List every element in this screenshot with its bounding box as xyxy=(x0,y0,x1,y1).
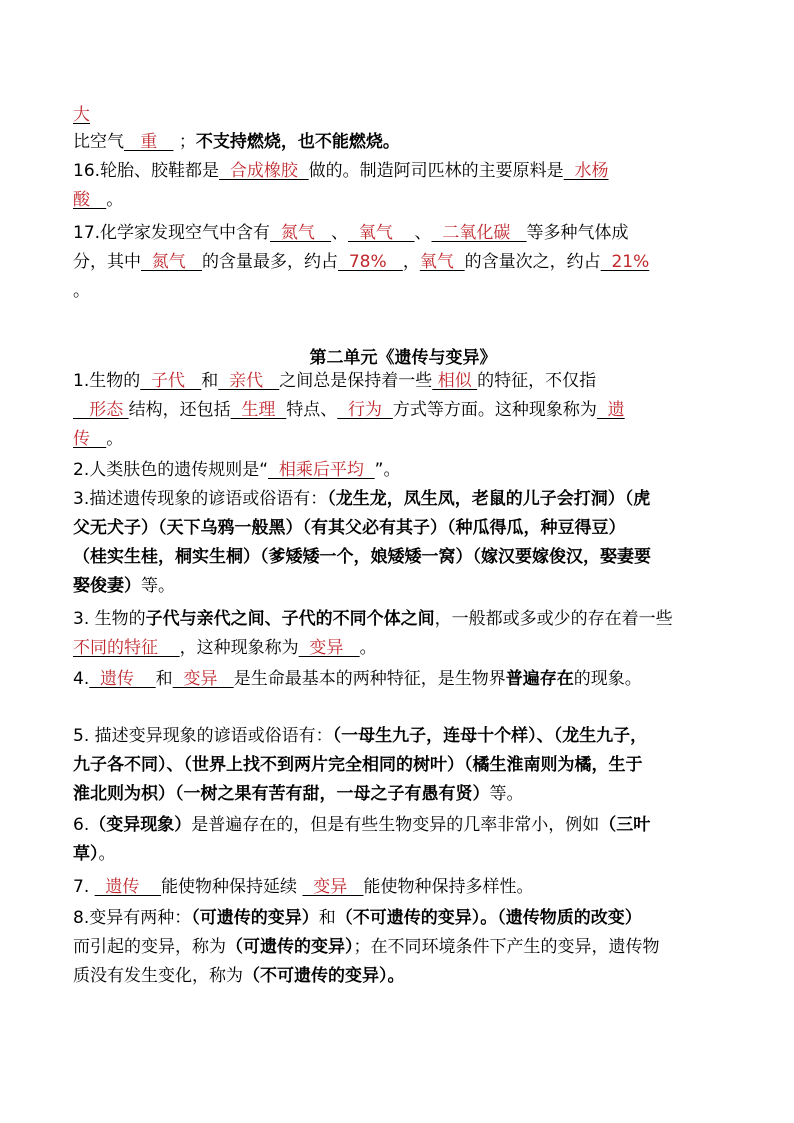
text-segment: 8.变异有两种： xyxy=(73,908,192,928)
text-segment: ”。 xyxy=(374,460,401,480)
answer-blank: 合成橡胶 xyxy=(219,161,309,181)
text-segment: 分，其中 xyxy=(73,252,141,272)
text-segment: ， xyxy=(402,252,420,272)
text-segment: 和 xyxy=(155,669,173,689)
text-segment: ，这种现象称为 xyxy=(179,638,299,658)
text-segment: 3.描述遗传现象的谚语或俗语有： xyxy=(73,489,328,509)
text-segment: 等多种气体成 xyxy=(526,223,629,243)
text-segment: 。 xyxy=(359,638,377,658)
bold-text: 不支持燃烧，也不能燃烧。 xyxy=(195,132,400,152)
text-segment: 3. 生物的 xyxy=(73,609,146,629)
text-line xyxy=(73,397,625,423)
text-segment: 。 xyxy=(98,844,116,864)
text-segment: 等。 xyxy=(141,576,175,596)
text-line xyxy=(73,129,400,155)
text-segment: 方式等方面。这种现象称为 xyxy=(392,400,597,420)
text-segment: ； xyxy=(173,132,196,152)
answer-blank: 变异 xyxy=(172,669,234,689)
answer-blank: 相乘后平均 xyxy=(268,460,375,480)
text-line xyxy=(73,841,116,867)
bold-text: 娶俊妻） xyxy=(73,576,141,596)
text-segment: 等。 xyxy=(489,784,524,804)
text-segment: 4. xyxy=(73,669,90,689)
text-segment: 17.化学家发现空气中含有 xyxy=(73,223,271,243)
text-segment: 能使物种保持延续 xyxy=(161,877,303,897)
text-segment: 5. 描述变异现象的谚语或俗语有： xyxy=(73,726,333,746)
text-line xyxy=(73,187,123,213)
text-line xyxy=(73,752,643,778)
answer-blank: 相似 xyxy=(432,371,478,391)
text-segment: ；在不同环境条件下产生的变异，遗传物 xyxy=(353,937,660,957)
text-line xyxy=(73,635,377,661)
answer-blank: 遗 xyxy=(596,400,625,420)
bold-text: 父无犬子）（天下乌鸦一般黑）（有其父必有其子）（种瓜得瓜，种豆得豆） xyxy=(73,518,626,538)
text-line xyxy=(73,278,90,304)
bold-text: （不可遗传的变异）。（遗传物质的改变） xyxy=(335,908,642,928)
answer-blank: 氮气 xyxy=(141,252,203,272)
text-line xyxy=(73,486,650,512)
bold-text: 普遍存在 xyxy=(505,669,574,689)
text-segment: 的含量次之，约占 xyxy=(464,252,601,272)
bold-text: 九子各不同）、（世界上找不到两片完全相同的树叶）（橘生淮南则为橘，生于 xyxy=(73,755,643,775)
text-line xyxy=(73,606,673,632)
bold-text: （可遗传的变异） xyxy=(191,908,319,928)
answer-blank: 氧气 xyxy=(348,223,415,243)
text-segment: 、 xyxy=(414,223,432,243)
text-segment: 、 xyxy=(331,223,349,243)
text-line xyxy=(73,963,405,989)
bold-text: 子代与亲代之间、子代的不同个体之间 xyxy=(145,609,435,629)
answer-blank: 78% xyxy=(338,252,403,272)
answer-blank: 遗传 xyxy=(94,877,162,897)
text-segment: 结构，还包括 xyxy=(128,400,231,420)
answer-blank: 重 xyxy=(124,132,174,152)
answer-blank: 大 xyxy=(73,105,90,125)
bold-text: （桂实生桂，桐实生桐）（爹矮矮一个，娘矮矮一窝）（嫁汉要嫁俊汉，娶妻要 xyxy=(73,547,651,567)
text-segment: 和 xyxy=(318,908,336,928)
text-line xyxy=(73,812,650,838)
answer-blank: 21% xyxy=(600,252,650,272)
answer-blank: 行为 xyxy=(337,400,393,420)
text-segment: ，一般都或多或少的存在着一些 xyxy=(434,609,673,629)
answer-blank: 不同的特征 xyxy=(73,638,180,658)
text-segment: 比空气 xyxy=(73,132,124,152)
answer-blank: 传 xyxy=(73,429,107,449)
text-segment: 。 xyxy=(106,190,124,210)
text-line xyxy=(73,426,123,452)
answer-blank: 遗传 xyxy=(89,669,156,689)
text-segment: 7. xyxy=(73,877,95,897)
text-line xyxy=(73,905,642,931)
answer-blank: 子代 xyxy=(140,371,202,391)
text-segment: 能使物种保持多样性。 xyxy=(363,877,534,897)
text-segment: 。 xyxy=(73,281,90,301)
bold-text: 草） xyxy=(73,844,99,864)
text-segment: 特点、 xyxy=(286,400,338,420)
bold-text: （龙生龙，凤生凤，老鼠的儿子会打洞）（虎 xyxy=(327,489,651,509)
text-line xyxy=(73,249,649,275)
bold-text: （三叶 xyxy=(599,815,651,835)
answer-blank: 变异 xyxy=(298,638,360,658)
bold-text: （不可遗传的变异）。 xyxy=(243,966,405,986)
text-segment: 质没有发生变化，称为 xyxy=(73,966,243,986)
text-segment: 2.人类肤色的遗传规则是“ xyxy=(73,460,269,480)
answer-blank: 水杨 xyxy=(563,161,609,181)
text-segment: 和 xyxy=(201,371,219,391)
text-line xyxy=(73,934,660,960)
text-line xyxy=(73,781,524,807)
text-segment: 的含量最多，约占 xyxy=(202,252,339,272)
answer-blank: 亲代 xyxy=(218,371,280,391)
text-line xyxy=(73,544,651,570)
text-line xyxy=(73,723,647,749)
answer-blank: 酸 xyxy=(73,190,107,210)
text-line xyxy=(73,220,629,246)
text-segment: 是生命最基本的两种特征，是生物界 xyxy=(233,669,506,689)
text-segment: 的特征，不仅指 xyxy=(477,371,597,391)
bold-text: 淮北则为枳）（一树之果有苦有甜，一母之子有愚有贤） xyxy=(73,784,490,804)
text-segment: 的现象。 xyxy=(573,669,642,689)
text-line xyxy=(73,666,642,692)
text-segment: 6. xyxy=(73,815,90,835)
bold-text: （可遗传的变异） xyxy=(226,937,354,957)
text-segment: 做的。制造阿司匹林的主要原料是 xyxy=(308,161,564,181)
text-segment: 16.轮胎、胶鞋都是 xyxy=(73,161,220,181)
answer-blank: 变异 xyxy=(302,877,364,897)
text-segment: 而引起的变异，称为 xyxy=(73,937,226,957)
bold-text: （变异现象） xyxy=(89,815,192,835)
text-line xyxy=(73,457,400,483)
text-line xyxy=(73,874,534,900)
text-line xyxy=(73,573,175,599)
text-line xyxy=(73,368,596,394)
answer-blank: 二氧化碳 xyxy=(431,223,527,243)
answer-blank: 氧气 xyxy=(419,252,465,272)
text-line xyxy=(73,158,608,184)
text-line xyxy=(73,102,90,128)
text-segment: 之间总是保持着一些 xyxy=(279,371,433,391)
answer-blank: 氮气 xyxy=(270,223,332,243)
text-segment: 1.生物的 xyxy=(73,371,141,391)
text-line xyxy=(73,515,626,541)
answer-blank: 形态 xyxy=(73,400,129,420)
text-segment: 是普遍存在的，但是有些生物变异的几率非常小，例如 xyxy=(191,815,600,835)
bold-text: （一母生九子，连母十个样）、（龙生九子， xyxy=(332,726,648,746)
text-segment: 。 xyxy=(106,429,124,449)
section-title: 第二单元《遗传与变异》 xyxy=(309,348,497,368)
answer-blank: 生理 xyxy=(230,400,287,420)
